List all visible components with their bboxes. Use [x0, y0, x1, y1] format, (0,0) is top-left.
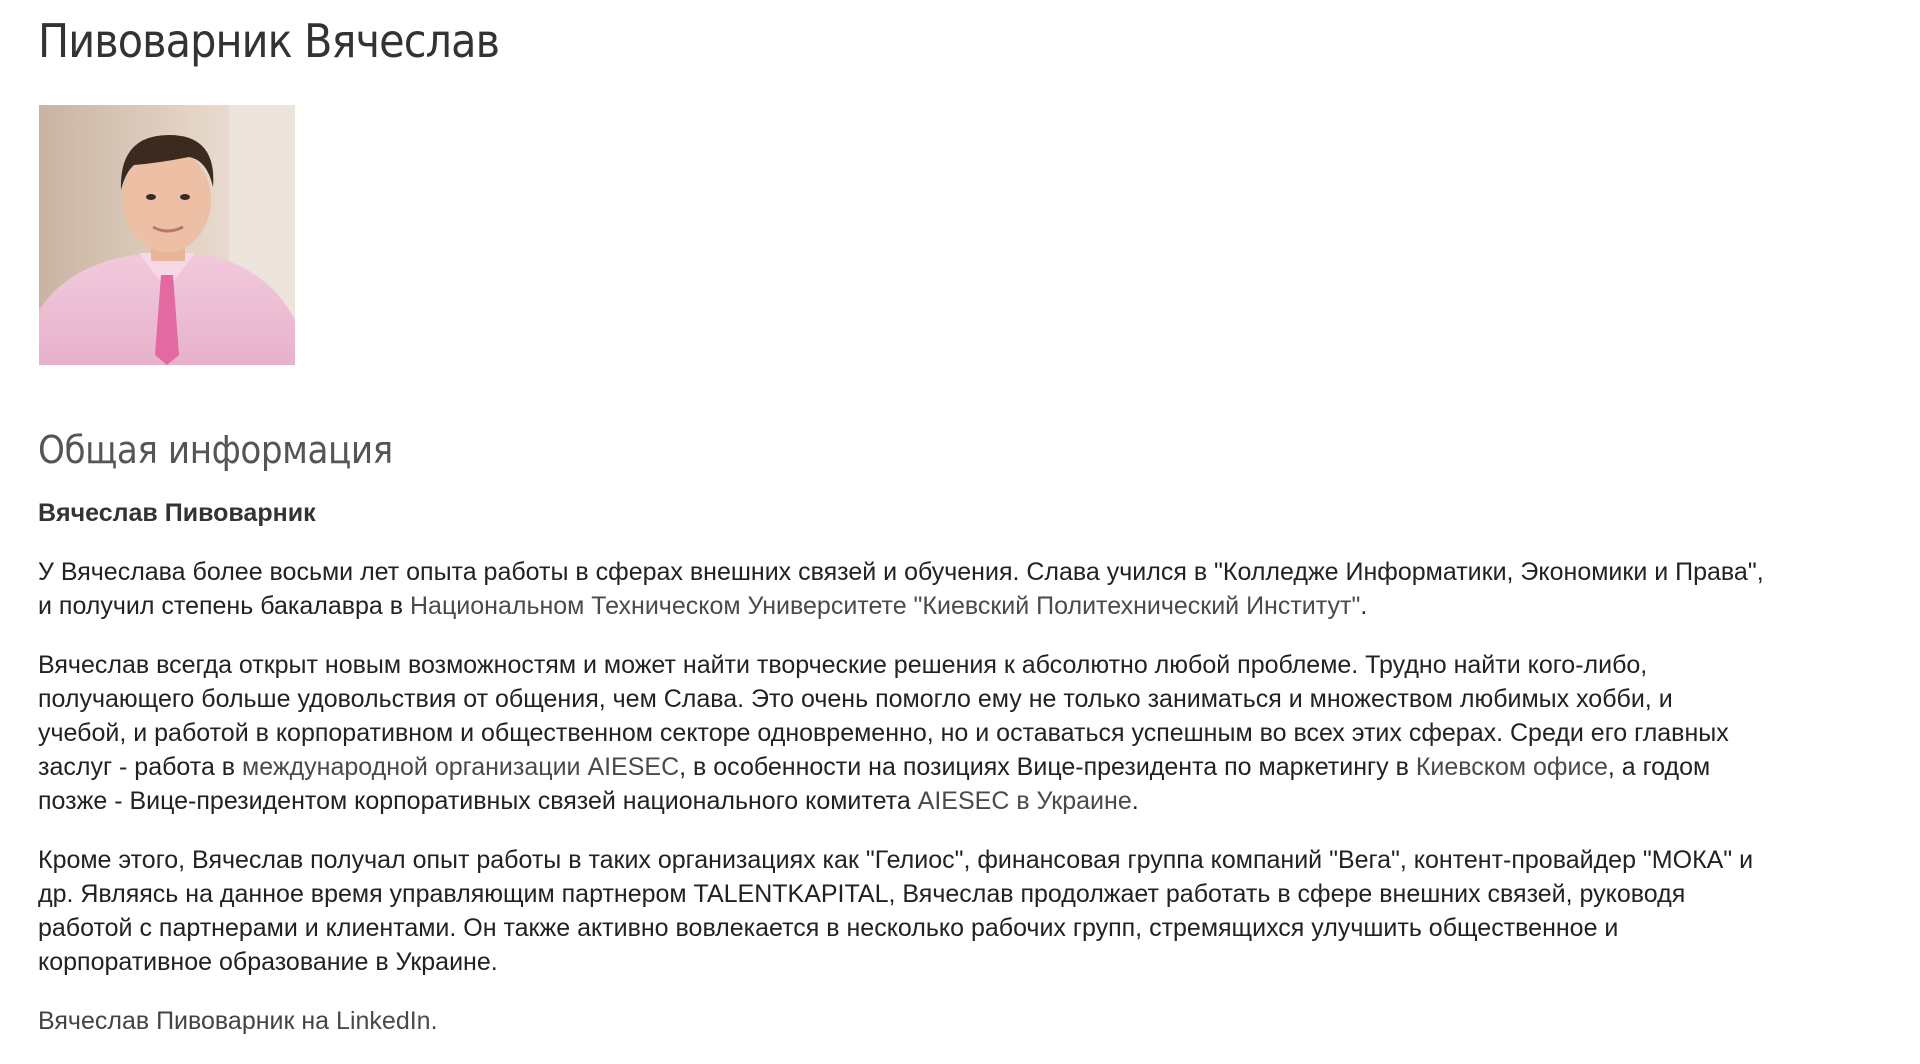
university-link[interactable]: Национальном Техническом Университете "Киевский Политехнический Институт": [410, 592, 1361, 620]
bio-p2-line5: [38, 787, 1139, 815]
bio-p2-line1: Вячеслав всегда открыт новым возможностям и может найти творческие решения к абсолютно любой проблеме. Трудно найти кого-либо,: [38, 651, 1648, 679]
bio-p1-line2-suffix: .: [1360, 592, 1368, 620]
bio-name-paragraph: [38, 496, 1913, 530]
aiesec-international-link[interactable]: международной организации AIESEC: [242, 753, 680, 781]
bio-p1-line2-prefix: и получил степень бакалавра в: [38, 592, 410, 620]
bio-p2-line4-prefix: заслуг - работа в: [38, 753, 243, 781]
linkedin-paragraph: [38, 1004, 1913, 1038]
bio-p3-line4: корпоративное образование в Украине.: [38, 948, 498, 976]
bio-p3-line3: работой с партнерами и клиентами. Он также активно вовлекается в несколько рабочих групп, стремящихся улучшить общественное и: [38, 914, 1619, 942]
person-portrait-icon: [39, 105, 295, 365]
linkedin-suffix: .: [430, 1007, 438, 1035]
bio-p2-line2: получающего больше удовольствия от общения, чем Слава. Это очень помогло ему не только заниматься и множеством любимых хобби, и: [38, 685, 1673, 713]
bio-p3-line2: др. Являясь на данное время управляющим партнером TALENTKAPITAL, Вячеслав продолжает работать в сфере внешних связей, руководя: [38, 880, 1686, 908]
bio-p2-line3: учебой, и работой в корпоративном и общественном секторе одновременно, но и оставаться успешным во всех этих сферах. Среди его главных: [38, 719, 1729, 747]
kyiv-office-link[interactable]: Киевском офисе: [1415, 753, 1608, 781]
bio-p2-line4: [38, 753, 1710, 781]
aiesec-ukraine-link[interactable]: AIESEC в Украине: [917, 787, 1132, 815]
bio-name: Вячеслав Пивоварник: [38, 499, 316, 527]
section-title: Общая информация: [38, 428, 393, 472]
bio-p2-line5-suffix: .: [1131, 787, 1139, 815]
linkedin-prefix: Вячеслав Пивоварник на: [38, 1007, 337, 1035]
bio-p2-line4-suffix: , а годом: [1607, 753, 1711, 781]
bio-paragraph-2: [38, 648, 1913, 818]
bio-p2-line4-mid: , в особенности на позициях Вице-президента по маркетингу в: [679, 753, 1416, 781]
bio-content: [38, 496, 1913, 1063]
bio-p1-line2: [38, 592, 1367, 620]
bio-paragraph-3: [38, 843, 1913, 979]
profile-photo: [39, 105, 295, 365]
linkedin-link[interactable]: LinkedIn: [336, 1007, 431, 1035]
bio-p3-line1: Кроме этого, Вячеслав получал опыт работы в таких организациях как "Гелиос", финансовая группа компаний "Вега", контент-провайдер "МОКА" и: [38, 846, 1754, 874]
bio-p2-line5-prefix: позже - Вице-президентом корпоративных связей национального комитета: [38, 787, 918, 815]
bio-p1-line1: У Вячеслава более восьми лет опыта работы в сферах внешних связей и обучения. Слава учился в "Колледже Информатики, Экономики и Права",: [38, 558, 1764, 586]
page-title: Пивоварник Вячеслав: [38, 14, 500, 68]
bio-paragraph-1: [38, 555, 1913, 623]
